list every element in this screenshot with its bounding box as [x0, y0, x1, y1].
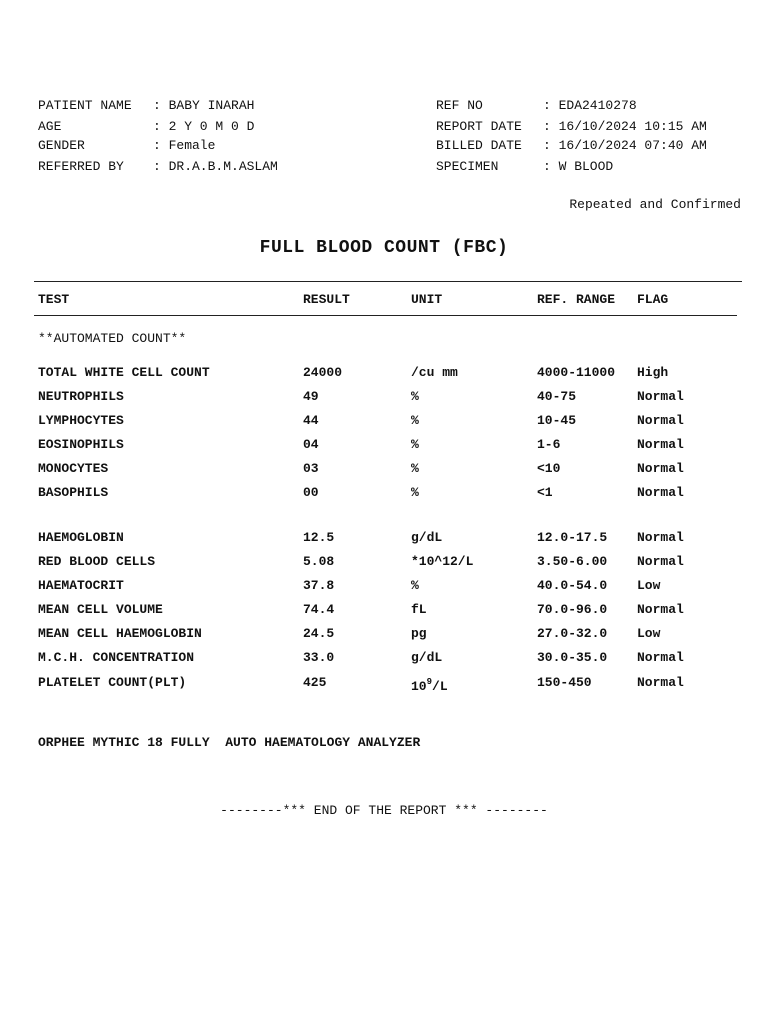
test-flag: Normal — [637, 413, 684, 428]
test-unit: % — [411, 578, 419, 593]
test-flag: Normal — [637, 554, 684, 569]
report-date-label: REPORT DATE — [436, 119, 522, 134]
test-name: PLATELET COUNT(PLT) — [38, 675, 187, 690]
test-result: 5.08 — [303, 554, 335, 569]
test-flag: Normal — [637, 485, 684, 500]
test-result: 44 — [303, 413, 319, 428]
table-row — [0, 461, 768, 481]
ref-no-value: : EDA2410278 — [543, 98, 637, 113]
test-unit: pg — [411, 626, 427, 641]
test-ref-range: 70.0-96.0 — [537, 602, 608, 617]
test-name: BASOPHILS — [38, 485, 109, 500]
test-result: 12.5 — [303, 530, 335, 545]
test-result: 04 — [303, 437, 319, 452]
test-flag: Normal — [637, 389, 684, 404]
table-top-rule — [34, 281, 742, 282]
test-name: EOSINOPHILS — [38, 437, 124, 452]
table-header-rule — [34, 315, 737, 316]
test-ref-range: 27.0-32.0 — [537, 626, 608, 641]
billed-date-label: BILLED DATE — [436, 138, 522, 153]
age-label: AGE — [38, 119, 62, 134]
table-row — [0, 437, 768, 457]
gender-value: : Female — [153, 138, 216, 153]
patient-name-label: PATIENT NAME — [38, 98, 132, 113]
test-unit: g/dL — [411, 650, 443, 665]
test-name: M.C.H. CONCENTRATION — [38, 650, 195, 665]
specimen-value: : W BLOOD — [543, 159, 614, 174]
specimen-label: SPECIMEN — [436, 159, 499, 174]
test-ref-range: <10 — [537, 461, 561, 476]
table-row — [0, 554, 768, 574]
col-unit: UNIT — [411, 292, 443, 307]
test-name: MONOCYTES — [38, 461, 109, 476]
test-result: 37.8 — [303, 578, 335, 593]
test-flag: Low — [637, 578, 661, 593]
test-result: 00 — [303, 485, 319, 500]
section-label: **AUTOMATED COUNT** — [38, 331, 187, 346]
test-name: MEAN CELL HAEMOGLOBIN — [38, 626, 202, 641]
test-unit: % — [411, 485, 419, 500]
test-ref-range: 150-450 — [537, 675, 592, 690]
test-unit: % — [411, 437, 419, 452]
test-flag: High — [637, 365, 669, 380]
test-ref-range: 40.0-54.0 — [537, 578, 608, 593]
test-unit: g/dL — [411, 530, 443, 545]
test-flag: Normal — [637, 675, 684, 690]
billed-date-value: : 16/10/2024 07:40 AM — [543, 138, 707, 153]
report-date-value: : 16/10/2024 10:15 AM — [543, 119, 707, 134]
table-row — [0, 365, 768, 385]
test-result: 49 — [303, 389, 319, 404]
col-result: RESULT — [303, 292, 350, 307]
test-unit: fL — [411, 602, 427, 617]
test-unit: $10^9/L$ — [411, 676, 448, 694]
test-result: 03 — [303, 461, 319, 476]
confirmation-note: Repeated and Confirmed — [569, 197, 741, 212]
table-row — [0, 650, 768, 670]
table-row — [0, 675, 768, 695]
test-ref-range: 40-75 — [537, 389, 577, 404]
test-ref-range: 1-6 — [537, 437, 561, 452]
referred-by-value: : DR.A.B.M.ASLAM — [153, 159, 278, 174]
test-ref-range: <1 — [537, 485, 553, 500]
table-row — [0, 413, 768, 433]
test-unit: *10^12/L — [411, 554, 474, 569]
gender-label: GENDER — [38, 138, 85, 153]
test-name: TOTAL WHITE CELL COUNT — [38, 365, 210, 380]
test-ref-range: 12.0-17.5 — [537, 530, 608, 545]
test-name: MEAN CELL VOLUME — [38, 602, 163, 617]
test-flag: Normal — [637, 602, 684, 617]
test-flag: Normal — [637, 461, 684, 476]
col-ref-range: REF. RANGE — [537, 292, 616, 307]
ref-no-label: REF NO — [436, 98, 483, 113]
test-flag: Normal — [637, 650, 684, 665]
test-unit: /cu mm — [411, 365, 458, 380]
test-flag: Normal — [637, 437, 684, 452]
test-flag: Normal — [637, 530, 684, 545]
table-row — [0, 626, 768, 646]
age-value: : 2 Y 0 M 0 D — [153, 119, 255, 134]
table-row — [0, 485, 768, 505]
test-name: LYMPHOCYTES — [38, 413, 124, 428]
table-header — [0, 292, 768, 312]
test-flag: Low — [637, 626, 661, 641]
test-ref-range: 3.50-6.00 — [537, 554, 608, 569]
test-name: HAEMOGLOBIN — [38, 530, 124, 545]
test-name: RED BLOOD CELLS — [38, 554, 156, 569]
test-name: NEUTROPHILS — [38, 389, 124, 404]
table-row — [0, 389, 768, 409]
referred-by-label: REFERRED BY — [38, 159, 124, 174]
test-result: 24000 — [303, 365, 343, 380]
test-result: 425 — [303, 675, 327, 690]
test-name: HAEMATOCRIT — [38, 578, 124, 593]
test-ref-range: 30.0-35.0 — [537, 650, 608, 665]
test-result: 74.4 — [303, 602, 335, 617]
table-row — [0, 602, 768, 622]
end-of-report: --------*** END OF THE REPORT *** -------- — [220, 803, 548, 818]
test-ref-range: 10-45 — [537, 413, 577, 428]
test-result: 24.5 — [303, 626, 335, 641]
test-unit: % — [411, 461, 419, 476]
table-row — [0, 578, 768, 598]
test-result: 33.0 — [303, 650, 335, 665]
test-unit: % — [411, 389, 419, 404]
report-title: FULL BLOOD COUNT (FBC) — [259, 238, 509, 258]
test-unit: % — [411, 413, 419, 428]
table-row — [0, 530, 768, 550]
col-flag: FLAG — [637, 292, 669, 307]
test-ref-range: 4000-11000 — [537, 365, 616, 380]
col-test: TEST — [38, 292, 70, 307]
analyzer-note: ORPHEE MYTHIC 18 FULLY AUTO HAEMATOLOGY ANALYZER — [38, 735, 421, 750]
patient-name-value: : BABY INARAH — [153, 98, 255, 113]
